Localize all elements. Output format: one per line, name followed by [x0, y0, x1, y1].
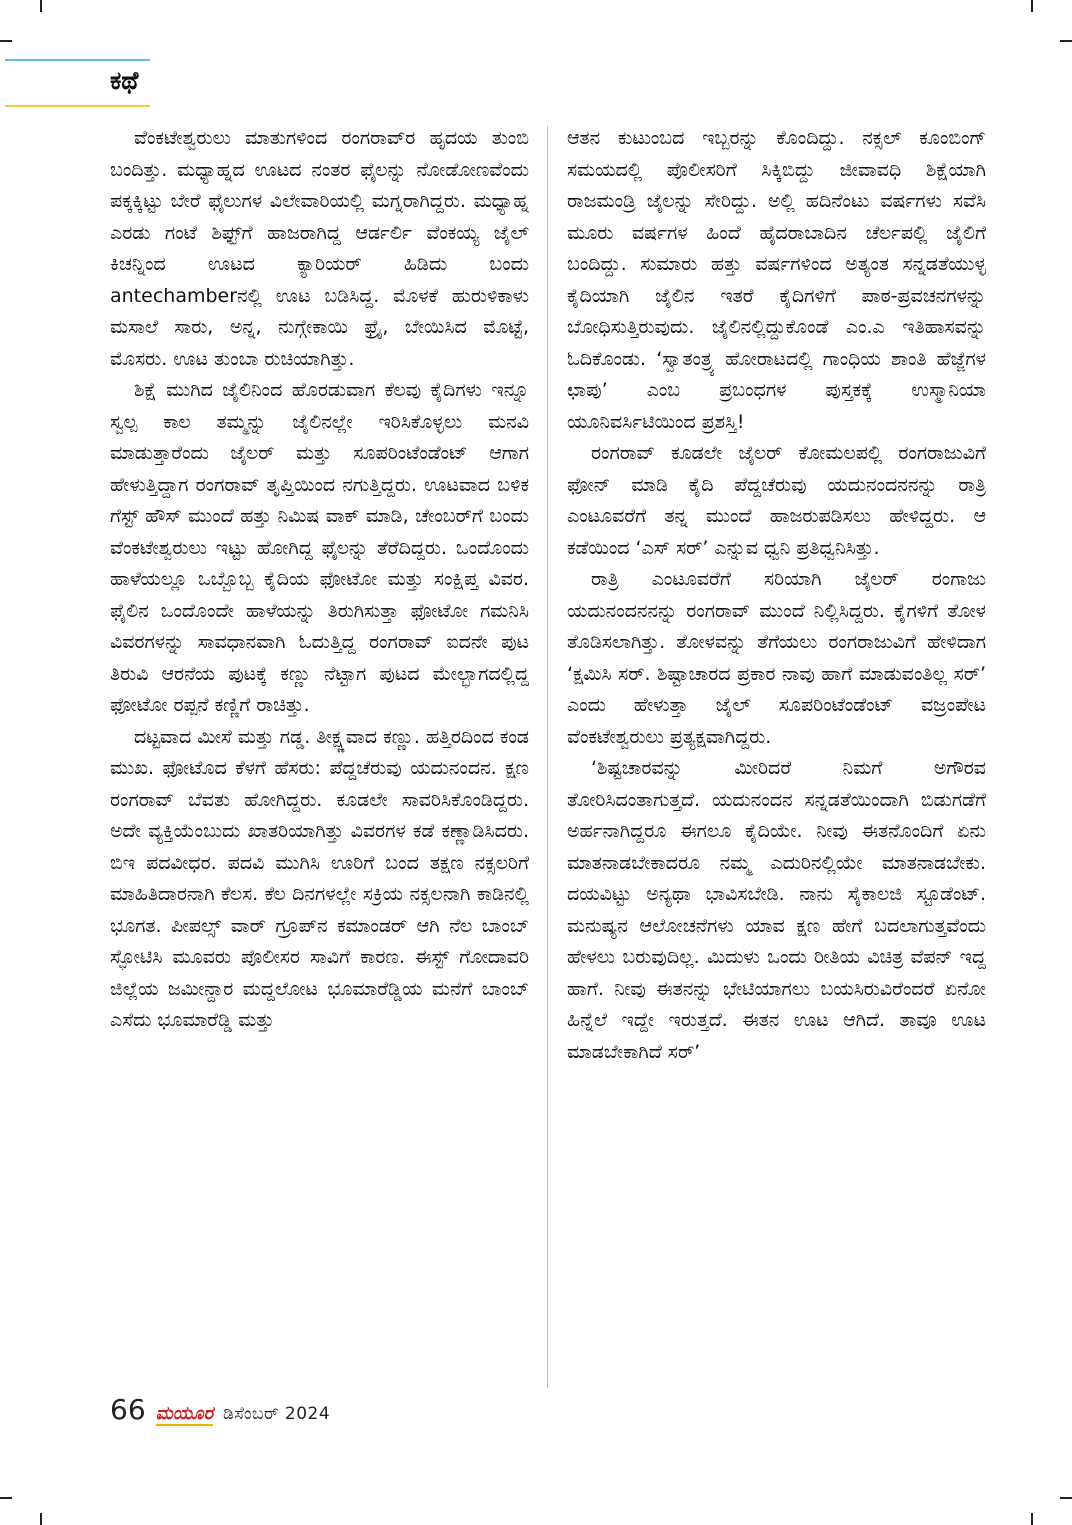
article-paragraph: ಶಿಕ್ಷೆ ಮುಗಿದ ಜೈಲಿನಿಂದ ಹೊರಡುವಾಗ ಕೆಲವು ಕೈದಿಗಳು ಇನ್ನೂ ಸ್ವಲ್ಪ ಕಾಲ ತಮ್ಮನ್ನು ಜೈಲಿನಲ್ಲೇ ಇರಿಸಿಕೊಳ್ಳಲು ಮನವಿ ಮಾಡುತ್ತಾರೆಂದು ಜೈಲರ್ ಮತ್ತು ಸೂಪರಿಂಟೆಂಡೆಂಟ್ ಆಗಾಗ ಹೇಳುತ್ತಿದ್ದಾಗ ರಂಗರಾವ್ ತೃಪ್ತಿಯಿಂದ ನಗುತ್ತಿದ್ದರು. ಊಟವಾದ ಬಳಿಕ ಗೆಸ್ಟ್ ಹೌಸ್ ಮುಂದೆ ಹತ್ತು ನಿಮಿಷ ವಾಕ್ ಮಾಡಿ, ಚೇಂಬರ್‌ಗೆ ಬಂದು ವೆಂಕಟೇಶ್ವರುಲು ಇಟ್ಟು ಹೋಗಿದ್ದ ಫೈಲನ್ನು ತೆರೆದಿದ್ದರು. ಒಂದೊಂದು ಹಾಳೆಯಲ್ಲೂ ಒಬ್ಬೊಬ್ಬ ಕೈದಿಯ ಫೋಟೋ ಮತ್ತು ಸಂಕ್ಷಿಪ್ತ ವಿವರ. ಫೈಲಿನ ಒಂದೊಂದೇ ಹಾಳೆಯನ್ನು ತಿರುಗಿಸುತ್ತಾ ಫೋಟೋ ಗಮನಿಸಿ ವಿವರಗಳನ್ನು ಸಾವಧಾನವಾಗಿ ಓದುತ್ತಿದ್ದ ರಂಗರಾವ್ ಐದನೇ ಪುಟ ತಿರುವಿ ಆರನೆಯ ಪುಟಕ್ಕೆ ಕಣ್ಣು ನೆಟ್ಟಾಗ ಪುಟದ ಮೇಲ್ಭಾಗದಲ್ಲಿದ್ದ ಫೋಟೋ ರಪ್ಪನೆ ಕಣ್ಣಿಗೆ ರಾಚಿತ್ತು.	[110, 379, 529, 716]
magazine-logo: ಮಯೂರ	[155, 1403, 214, 1424]
issue-date: ಡಿಸೆಂಬರ್ 2024	[223, 1404, 331, 1424]
crop-mark	[1060, 1497, 1072, 1499]
section-rule-bottom	[5, 105, 150, 107]
section-title: ಕಥೆ	[110, 66, 139, 95]
article-paragraph: ವೆಂಕಟೇಶ್ವರುಲು ಮಾತುಗಳಿಂದ ರಂಗರಾವ್‌ರ ಹೃದಯ ತುಂಬಿ ಬಂದಿತ್ತು. ಮಧ್ಯಾಹ್ನದ ಊಟದ ನಂತರ ಫೈಲನ್ನು ನೋಡೋಣವೆಂದು ಪಕ್ಕಕ್ಕಿಟ್ಟು ಬೇರೆ ಫೈಲುಗಳ ವಿಲೇವಾರಿಯಲ್ಲಿ ಮಗ್ನರಾಗಿದ್ದರು. ಮಧ್ಯಾಹ್ನ ಎರಡು ಗಂಟೆ ಶಿಫ್ಟ್‌ಗೆ ಹಾಜರಾಗಿದ್ದ ಆರ್ಡರ್ಲಿ ವೆಂಕಯ್ಯ ಜೈಲ್ ಕಿಚನ್ನಿಂದ ಊಟದ ಕ್ಯಾರಿಯರ್ ಹಿಡಿದು ಬಂದು antechamberನಲ್ಲಿ ಊಟ ಬಡಿಸಿದ್ದ. ಮೊಳಕೆ ಹುರುಳಿಕಾಳು ಮಸಾಲೆ ಸಾರು, ಅನ್ನ, ನುಗ್ಗೇಕಾಯಿ ಫ್ರೈ, ಬೇಯಿಸಿದ ಮೊಟ್ಟೆ, ಮೊಸರು. ಊಟ ತುಂಬಾ ರುಚಿಯಾಗಿತ್ತು.	[110, 127, 529, 370]
crop-mark	[40, 1513, 42, 1525]
section-rule-top	[5, 59, 150, 61]
article-column-right	[567, 123, 986, 1390]
article-paragraph: ರಂಗರಾವ್ ಕೂಡಲೇ ಜೈಲರ್ ಕೋಮಲಪಲ್ಲಿ ರಂಗರಾಜುವಿಗೆ ಫೋನ್ ಮಾಡಿ ಕೈದಿ ಪೆದ್ದಚೆರುವು ಯದುನಂದನನನ್ನು ರಾತ್ರಿ ಎಂಟೂವರೆಗೆ ತನ್ನ ಮುಂದೆ ಹಾಜರುಪಡಿಸಲು ಹೇಳಿದ್ದರು. ಆ ಕಡೆಯಿಂದ ‘ಎಸ್ ಸರ್’ ಎನ್ನುವ ಧ್ವನಿ ಪ್ರತಿಧ್ವನಿಸಿತ್ತು.	[567, 442, 986, 559]
article-paragraph: ದಟ್ಟವಾದ ಮೀಸೆ ಮತ್ತು ಗಡ್ಡ. ತೀಕ್ಷ್ಣವಾದ ಕಣ್ಣು. ಹತ್ತಿರದಿಂದ ಕಂಡ ಮುಖ. ಫೋಟೊದ ಕೆಳಗೆ ಹೆಸರು: ಪೆದ್ದಚೆರುವು ಯದುನಂದನ. ಕ್ಷಣ ರಂಗರಾವ್ ಬೆವತು ಹೋಗಿದ್ದರು. ಕೂಡಲೇ ಸಾವರಿಸಿಕೊಂಡಿದ್ದರು. ಅದೇ ವ್ಯಕ್ತಿಯೆಂಬುದು ಖಾತರಿಯಾಗಿತ್ತು ವಿವರಗಳ ಕಡೆ ಕಣ್ಣಾಡಿಸಿದರು. ಬಿಇ ಪದವೀಧರ. ಪದವಿ ಮುಗಿಸಿ ಊರಿಗೆ ಬಂದ ತಕ್ಷಣ ನಕ್ಸಲರಿಗೆ ಮಾಹಿತಿದಾರನಾಗಿ ಕೆಲಸ. ಕೆಲ ದಿನಗಳಲ್ಲೇ ಸಕ್ರಿಯ ನಕ್ಸಲನಾಗಿ ಕಾಡಿನಲ್ಲಿ ಭೂಗತ. ಪೀಪಲ್ಸ್ ವಾರ್ ಗ್ರೂಪ್‌ನ ಕಮಾಂಡರ್ ಆಗಿ ನೆಲ ಬಾಂಬ್ ಸ್ಫೋಟಿಸಿ ಮೂವರು ಪೊಲೀಸರ ಸಾವಿಗೆ ಕಾರಣ. ಈಸ್ಟ್ ಗೋದಾವರಿ ಜಿಲ್ಲೆಯ ಜಮೀನ್ದಾರ ಮದ್ದಲೋಟ ಭೂಮಾರೆಡ್ಡಿಯ ಮನೆಗೆ ಬಾಂಬ್ ಎಸೆದು ಭೂಮಾರೆಡ್ಡಿ ಮತ್ತು	[110, 725, 529, 1031]
article-paragraph: ‘ಶಿಷ್ಟಚಾರವನ್ನು ಮೀರಿದರೆ ನಿಮಗೆ ಅಗೌರವ ತೋರಿಸಿದಂತಾಗುತ್ತದೆ. ಯದುನಂದನ ಸನ್ನಡತೆಯಿಂದಾಗಿ ಬಿಡುಗಡೆಗೆ ಅರ್ಹನಾಗಿದ್ದರೂ ಈಗಲೂ ಕೈದಿಯೇ. ನೀವು ಈತನೊಂದಿಗೆ ಏನು ಮಾತನಾಡಬೇಕಾದರೂ ನಮ್ಮ ಎದುರಿನಲ್ಲಿಯೇ ಮಾತನಾಡಬೇಕು. ದಯವಿಟ್ಟು ಅನ್ಯಥಾ ಭಾವಿಸಬೇಡಿ. ನಾನು ಸೈಕಾಲಜಿ ಸ್ಟೂಡೆಂಟ್. ಮನುಷ್ಯನ ಆಲೋಚನೆಗಳು ಯಾವ ಕ್ಷಣ ಹೇಗೆ ಬದಲಾಗುತ್ತವೆಂದು ಹೇಳಲು ಬರುವುದಿಲ್ಲ. ಮಿದುಳು ಒಂದು ರೀತಿಯ ವಿಚಿತ್ರ ವೆಪನ್ ಇದ್ದ ಹಾಗೆ. ನೀವು ಈತನನ್ನು ಭೇಟಿಯಾಗಲು ಬಯಸಿರುವಿರೆಂದರೆ ಏನೋ ಹಿನ್ನೆಲೆ ಇದ್ದೇ ಇರುತ್ತದೆ. ಈತನ ಊಟ ಆಗಿದೆ. ತಾವೂ ಊಟ ಮಾಡಬೇಕಾಗಿದೆ ಸರ್’	[567, 757, 986, 1063]
crop-mark	[0, 1497, 12, 1499]
article-column-left	[110, 123, 529, 1390]
article-paragraph: ಆತನ ಕುಟುಂಬದ ಇಬ್ಬರನ್ನು ಕೊಂದಿದ್ದು. ನಕ್ಸಲ್ ಕೂಂಬಿಂಗ್ ಸಮಯದಲ್ಲಿ ಪೊಲೀಸರಿಗೆ ಸಿಕ್ಕಿಬಿದ್ದು ಜೀವಾವಧಿ ಶಿಕ್ಷೆಯಾಗಿ ರಾಜಮಂಡ್ರಿ ಜೈಲನ್ನು ಸೇರಿದ್ದು. ಅಲ್ಲಿ ಹದಿನೆಂಟು ವರ್ಷಗಳು ಸವೆಸಿ ಮೂರು ವರ್ಷಗಳ ಹಿಂದೆ ಹೈದರಾಬಾದಿನ ಚೆರ್ಲಪಲ್ಲಿ ಜೈಲಿಗೆ ಬಂದಿದ್ದು. ಸುಮಾರು ಹತ್ತು ವರ್ಷಗಳಿಂದ ಅತ್ಯಂತ ಸನ್ನಡತೆಯುಳ್ಳ ಕೈದಿಯಾಗಿ ಜೈಲಿನ ಇತರೆ ಕೈದಿಗಳಿಗೆ ಪಾಠ-ಪ್ರವಚನಗಳನ್ನು ಬೋಧಿಸುತ್ತಿರುವುದು. ಜೈಲಿನಲ್ಲಿದ್ದುಕೊಂಡೆ ಎಂ.ಎ ಇತಿಹಾಸವನ್ನು ಓದಿಕೊಂಡು. ‘ಸ್ವಾತಂತ್ರ್ಯ ಹೋರಾಟದಲ್ಲಿ ಗಾಂಧಿಯ ಶಾಂತಿ ಹೆಜ್ಜೆಗಳ ಛಾಪು’ ಎಂಬ ಪ್ರಬಂಧಗಳ ಪುಸ್ತಕಕ್ಕೆ ಉಸ್ಮಾನಿಯಾ ಯೂನಿವರ್ಸಿಟಿಯಿಂದ ಪ್ರಶಸ್ತಿ!	[567, 127, 986, 433]
crop-mark	[1031, 1513, 1033, 1525]
crop-mark	[1031, 0, 1033, 12]
crop-mark	[1060, 40, 1072, 42]
crop-mark	[0, 40, 12, 42]
page-number: 66	[110, 1393, 146, 1426]
article-paragraph: ರಾತ್ರಿ ಎಂಟೂವರೆಗೆ ಸರಿಯಾಗಿ ಜೈಲರ್ ರಂಗಾಜು ಯದುನಂದನನನ್ನು ರಂಗರಾವ್ ಮುಂದೆ ನಿಲ್ಲಿಸಿದ್ದರು. ಕೈಗಳಿಗೆ ತೋಳ ತೊಡಿಸಲಾಗಿತ್ತು. ತೋಳವನ್ನು ತೆಗೆಯಲು ರಂಗರಾಜುವಿಗೆ ಹೇಳಿದಾಗ ‘ಕ್ಷಮಿಸಿ ಸರ್. ಶಿಷ್ಟಾಚಾರದ ಪ್ರಕಾರ ನಾವು ಹಾಗೆ ಮಾಡುವಂತಿಲ್ಲ ಸರ್’ ಎಂದು ಹೇಳುತ್ತಾ ಜೈಲ್ ಸೂಪರಿಂಟೆಂಡೆಂಟ್ ವಜ್ರಂಪೇಟ ವೆಂಕಟೇಶ್ವರುಲು ಪ್ರತ್ಯಕ್ಷವಾಗಿದ್ದರು.	[567, 568, 986, 748]
page-footer	[110, 1393, 330, 1429]
crop-mark	[40, 0, 42, 12]
column-divider	[547, 126, 548, 1388]
